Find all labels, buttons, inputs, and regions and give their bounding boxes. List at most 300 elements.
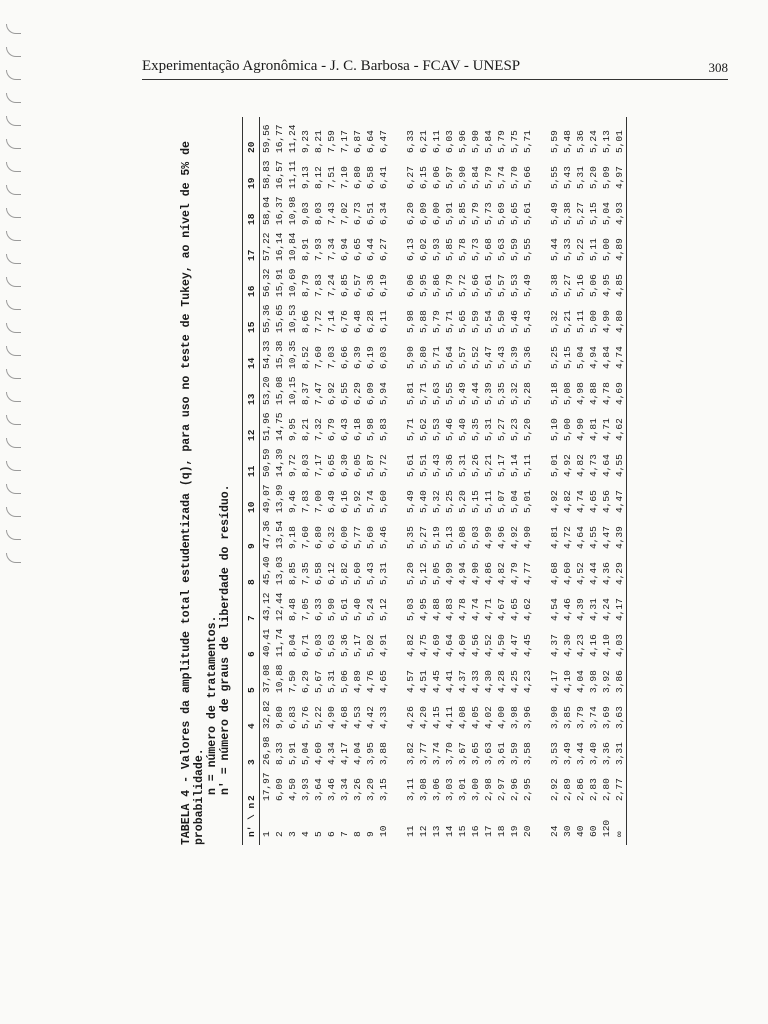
table-cell: 5,36: [522, 346, 533, 369]
table-cell: 5,03: [405, 598, 416, 621]
table-cell: 4,16: [588, 634, 599, 657]
table-cell: 4,04: [352, 742, 363, 765]
table-cell: 5,49: [457, 382, 468, 405]
table-cell: 5,90: [326, 598, 337, 621]
table-cell: 7,72: [313, 310, 324, 333]
table-cell: 4,56: [470, 634, 481, 657]
table-cell: 3,01: [457, 778, 468, 801]
binder-hole: [6, 415, 21, 425]
table-cell: 4,92: [509, 526, 520, 549]
header-rule: [142, 79, 728, 80]
table-cell: 3,26: [352, 778, 363, 801]
rotated-table-sheet: [180, 105, 720, 845]
table-cell: 4,37: [457, 670, 468, 693]
table-cell: 8,91: [300, 238, 311, 261]
table-cell: 5,43: [562, 166, 573, 189]
table-cell: 8,03: [300, 454, 311, 477]
table-cell: 5,46: [378, 526, 389, 549]
table-cell: 6,64: [365, 130, 376, 153]
table-cell: 7,02: [339, 202, 350, 225]
table-cell: 5,40: [352, 598, 363, 621]
table-cell: 3,36: [601, 742, 612, 765]
table-cell: 6,21: [418, 130, 429, 153]
caption-nprime-definition: n' = número de graus de liberdade do resíduo.: [219, 484, 232, 795]
binder-hole: [6, 208, 21, 218]
table-cell: 5,75: [509, 130, 520, 153]
table-cell: 6,41: [378, 166, 389, 189]
table-cell: 6,32: [326, 526, 337, 549]
table-cell: 4,53: [352, 706, 363, 729]
table-cell: 9,18: [287, 526, 298, 549]
table-cell: 5,51: [418, 454, 429, 477]
table-cell: 2,86: [575, 778, 586, 801]
table-cell: 5,31: [457, 454, 468, 477]
table-cell: 4,20: [418, 706, 429, 729]
row-label: 19: [509, 825, 520, 837]
table-cell: 5,01: [613, 117, 627, 153]
table-cell: 6,57: [352, 274, 363, 297]
table-cell: 4,74: [613, 333, 627, 369]
table-cell: 6,03: [378, 346, 389, 369]
table-cell: 5,11: [588, 238, 599, 261]
table-cell: 5,40: [457, 418, 468, 441]
table-cell: 3,82: [405, 742, 416, 765]
table-cell: 6,48: [352, 310, 363, 333]
table-cell: 5,61: [483, 274, 494, 297]
table-cell: 5,32: [549, 310, 560, 333]
table-cell: 4,78: [457, 598, 468, 621]
table-cell: 4,55: [613, 441, 627, 477]
table-cell: 4,81: [588, 418, 599, 441]
table-cell: 17,97: [261, 772, 272, 801]
table-cell: 5,05: [431, 562, 442, 585]
table-cell: 4,02: [483, 706, 494, 729]
table-cell: 4,54: [549, 598, 560, 621]
table-cell: 4,60: [562, 562, 573, 585]
table-cell: 5,71: [444, 310, 455, 333]
table-row: [521, 117, 534, 845]
table-cell: 5,16: [575, 274, 586, 297]
table-cell: 5,90: [457, 166, 468, 189]
table-cell: 6,92: [326, 382, 337, 405]
row-label: 12: [418, 825, 429, 837]
row-label: 5: [313, 831, 324, 837]
table-cell: 6,00: [431, 202, 442, 225]
table-cell: 7,51: [326, 166, 337, 189]
table-row: [574, 117, 587, 845]
table-cell: 2,92: [549, 778, 560, 801]
table-cell: 5,81: [405, 382, 416, 405]
table-cell: 5,12: [418, 562, 429, 585]
table-cell: 10,84: [287, 232, 298, 261]
table-cell: 4,64: [601, 454, 612, 477]
table-cell: 5,15: [562, 346, 573, 369]
table-row: [456, 117, 469, 845]
row-label: 20: [522, 825, 533, 837]
table-cell: 7,93: [313, 238, 324, 261]
binder-hole: [6, 162, 21, 172]
table-cell: 8,12: [313, 166, 324, 189]
table-cell: 5,63: [496, 238, 507, 261]
table-cell: 5,23: [509, 418, 520, 441]
table-cell: 6,06: [405, 274, 416, 297]
table-cell: 4,31: [588, 598, 599, 621]
table-cell: 6,66: [339, 346, 350, 369]
table-cell: 4,65: [588, 490, 599, 513]
table-cell: 6,94: [339, 238, 350, 261]
table-cell: 6,29: [300, 670, 311, 693]
table-row: [443, 117, 456, 845]
table-cell: 5,79: [470, 202, 481, 225]
table-cell: 15,08: [274, 376, 285, 405]
table-cell: 4,90: [601, 310, 612, 333]
table-cell: 13,54: [274, 520, 285, 549]
table-cell: 6,55: [339, 382, 350, 405]
table-cell: 5,61: [405, 454, 416, 477]
table-cell: 4,46: [562, 598, 573, 621]
table-cell: 9,95: [287, 418, 298, 441]
binder-hole: [6, 530, 21, 540]
table-cell: 4,33: [378, 706, 389, 729]
table-cell: 15,38: [274, 340, 285, 369]
table-cell: 5,66: [470, 274, 481, 297]
table-cell: 3,59: [509, 742, 520, 765]
table-cell: 15,65: [274, 304, 285, 333]
table-cell: 3,31: [613, 729, 627, 765]
table-cell: 3,86: [613, 657, 627, 693]
table-cell: 5,27: [496, 418, 507, 441]
column-header: 13: [243, 369, 260, 405]
table-cell: 3,98: [509, 706, 520, 729]
table-cell: 5,11: [522, 454, 533, 477]
table-cell: 4,69: [431, 634, 442, 657]
table-cell: 5,60: [352, 562, 363, 585]
table-cell: 6,80: [313, 526, 324, 549]
table-cell: 3,53: [549, 742, 560, 765]
table-cell: 5,55: [522, 238, 533, 261]
row-label: 30: [562, 825, 573, 837]
table-cell: 4,17: [549, 670, 560, 693]
column-header: 8: [243, 549, 260, 585]
table-cell: 3,90: [549, 706, 560, 729]
table-cell: 6,87: [352, 130, 363, 153]
spacer-cell: [534, 117, 548, 845]
table-cell: 4,28: [496, 670, 507, 693]
table-cell: 2,96: [509, 778, 520, 801]
table-cell: 5,07: [496, 490, 507, 513]
table-cell: 11,11: [287, 160, 298, 189]
table-row: [508, 117, 521, 845]
column-header: 5: [243, 657, 260, 693]
table-cell: 4,90: [522, 526, 533, 549]
table-cell: 4,94: [588, 346, 599, 369]
table-cell: 4,99: [483, 526, 494, 549]
table-cell: 6,11: [378, 310, 389, 333]
table-cell: 5,39: [509, 346, 520, 369]
table-cell: 58,04: [261, 196, 272, 225]
table-cell: 4,65: [378, 670, 389, 693]
table-cell: 5,57: [496, 274, 507, 297]
table-cell: 6,58: [313, 562, 324, 585]
table-cell: 7,00: [313, 490, 324, 513]
table-cell: 4,71: [483, 598, 494, 621]
table-cell: 4,04: [575, 670, 586, 693]
table-cell: 4,42: [365, 706, 376, 729]
table-cell: 3,63: [483, 742, 494, 765]
table-cell: 4,95: [418, 598, 429, 621]
table-cell: 6,19: [365, 346, 376, 369]
table-cell: 4,82: [575, 454, 586, 477]
table-cell: 5,43: [365, 562, 376, 585]
table-cell: 3,77: [418, 742, 429, 765]
table-cell: 3,63: [613, 693, 627, 729]
table-cell: 3,06: [431, 778, 442, 801]
binder-hole: [6, 93, 21, 103]
table-row: [587, 117, 600, 845]
table-cell: 5,90: [470, 130, 481, 153]
table-cell: 5,11: [483, 490, 494, 513]
table-cell: 7,34: [326, 238, 337, 261]
table-cell: 7,14: [326, 310, 337, 333]
row-label: 17: [483, 825, 494, 837]
table-cell: 5,68: [483, 238, 494, 261]
table-cell: 5,82: [339, 562, 350, 585]
table-cell: 5,97: [444, 166, 455, 189]
table-cell: 5,96: [457, 130, 468, 153]
table-cell: 47,36: [261, 520, 272, 549]
table-cell: 5,49: [549, 202, 560, 225]
column-header: 2: [243, 765, 260, 801]
column-header: 19: [243, 153, 260, 189]
column-header: 20: [243, 117, 260, 153]
table-cell: 5,71: [405, 418, 416, 441]
table-cell: 3,15: [378, 778, 389, 801]
table-cell: 5,85: [444, 238, 455, 261]
table-cell: 6,44: [365, 238, 376, 261]
table-cell: 4,89: [613, 225, 627, 261]
table-cell: 8,85: [287, 562, 298, 585]
table-cell: 3,08: [418, 778, 429, 801]
table-cell: 5,31: [483, 418, 494, 441]
table-cell: 54,33: [261, 340, 272, 369]
table-cell: 6,33: [405, 130, 416, 153]
table-cell: 5,13: [601, 130, 612, 153]
table-row: [561, 117, 574, 845]
table-cell: 6,06: [431, 166, 442, 189]
table-cell: 5,53: [509, 274, 520, 297]
table-cell: 5,27: [575, 202, 586, 225]
table-cell: 5,01: [549, 454, 560, 477]
table-cell: 6,27: [378, 238, 389, 261]
table-cell: 5,21: [562, 310, 573, 333]
table-cell: 51,96: [261, 412, 272, 441]
table-cell: 5,65: [457, 310, 468, 333]
table-cell: 4,67: [496, 598, 507, 621]
table-cell: 4,30: [483, 670, 494, 693]
table-row: [273, 117, 286, 845]
table-cell: 7,32: [313, 418, 324, 441]
table-cell: 6,02: [418, 238, 429, 261]
table-cell: 5,70: [509, 166, 520, 189]
column-header: 15: [243, 297, 260, 333]
table-cell: 4,82: [496, 562, 507, 585]
table-cell: 57,22: [261, 232, 272, 261]
table-cell: 3,61: [496, 742, 507, 765]
table-row: [364, 117, 377, 845]
column-header: 11: [243, 441, 260, 477]
table-cell: 7,10: [339, 166, 350, 189]
row-label: 24: [549, 825, 560, 837]
table-cell: 6,28: [365, 310, 376, 333]
table-cell: 5,11: [575, 310, 586, 333]
table-cell: 32,82: [261, 700, 272, 729]
table-cell: 9,23: [300, 130, 311, 153]
table-cell: 6,49: [326, 490, 337, 513]
table-cell: 5,55: [444, 382, 455, 405]
table-cell: 5,98: [405, 310, 416, 333]
table-cell: 4,91: [378, 634, 389, 657]
table-cell: 4,24: [601, 598, 612, 621]
table-row: [417, 117, 430, 845]
binder-hole: [6, 438, 21, 448]
table-cell: 5,53: [431, 418, 442, 441]
table-cell: 4,50: [496, 634, 507, 657]
table-cell: 6,15: [418, 166, 429, 189]
table-cell: 16,14: [274, 232, 285, 261]
row-label: 16: [470, 825, 481, 837]
row-label: 15: [457, 825, 468, 837]
table-cell: 4,17: [613, 585, 627, 621]
binder-hole: [6, 24, 21, 34]
table-row: [548, 117, 561, 845]
table-cell: 5,31: [575, 166, 586, 189]
binder-hole: [6, 70, 21, 80]
table-cell: 50,59: [261, 448, 272, 477]
table-body: [260, 117, 627, 845]
table-cell: 6,13: [405, 238, 416, 261]
table-row: [286, 117, 299, 845]
table-cell: 4,25: [509, 670, 520, 693]
table-row: [404, 117, 417, 845]
table-cell: 4,97: [613, 153, 627, 189]
table-cell: 5,35: [405, 526, 416, 549]
table-cell: 2,80: [601, 778, 612, 801]
table-cell: 4,51: [418, 670, 429, 693]
table-cell: 5,55: [549, 166, 560, 189]
table-cell: 3,20: [365, 778, 376, 801]
table-cell: 53,20: [261, 376, 272, 405]
table-cell: 5,00: [588, 310, 599, 333]
table-row: [613, 117, 627, 845]
row-label: 7: [339, 831, 350, 837]
table-cell: 6,76: [339, 310, 350, 333]
table-cell: 5,72: [457, 274, 468, 297]
table-cell: 7,47: [313, 382, 324, 405]
table-cell: 5,31: [326, 670, 337, 693]
table-row: [351, 117, 364, 845]
table-cell: 5,38: [562, 202, 573, 225]
table-cell: 4,90: [326, 706, 337, 729]
table-cell: 6,43: [339, 418, 350, 441]
table-cell: 6,16: [339, 490, 350, 513]
table-cell: 3,85: [562, 706, 573, 729]
table-cell: 5,04: [575, 346, 586, 369]
table-cell: 4,37: [549, 634, 560, 657]
table-cell: 5,76: [300, 706, 311, 729]
table-cell: 58,83: [261, 160, 272, 189]
table-cell: 37,08: [261, 664, 272, 693]
table-cell: 5,21: [483, 454, 494, 477]
table-cell: 4,47: [601, 526, 612, 549]
table-cell: 5,60: [365, 526, 376, 549]
table-cell: 4,05: [470, 706, 481, 729]
table-cell: 7,17: [313, 454, 324, 477]
table-cell: 8,21: [300, 418, 311, 441]
corner-label: n' \ n: [243, 801, 260, 845]
column-header: 12: [243, 405, 260, 441]
page-number: 308: [708, 60, 728, 75]
row-label: 6: [326, 831, 337, 837]
table-cell: 3,93: [300, 778, 311, 801]
table-cell: 4,79: [509, 562, 520, 585]
row-label: 10: [378, 825, 389, 837]
table-cell: 8,66: [300, 310, 311, 333]
row-label: 18: [496, 825, 507, 837]
table-cell: 5,20: [457, 490, 468, 513]
table-cell: 5,04: [509, 490, 520, 513]
spacer-cell: [390, 117, 404, 845]
table-cell: 4,74: [575, 490, 586, 513]
table-cell: 5,39: [483, 382, 494, 405]
table-cell: 5,27: [418, 526, 429, 549]
table-cell: 5,17: [496, 454, 507, 477]
table-cell: 4,85: [613, 261, 627, 297]
table-cell: 4,47: [509, 634, 520, 657]
table-cell: 3,49: [562, 742, 573, 765]
table-cell: 5,78: [457, 238, 468, 261]
table-cell: 10,88: [274, 664, 285, 693]
table-cell: 3,95: [365, 742, 376, 765]
column-header: 7: [243, 585, 260, 621]
table-cell: 4,41: [444, 670, 455, 693]
table-cell: 7,59: [326, 130, 337, 153]
row-label: 120: [601, 819, 612, 837]
table-cell: 4,92: [562, 454, 573, 477]
table-cell: 6,27: [405, 166, 416, 189]
table-cell: 6,58: [365, 166, 376, 189]
table-cell: 3,79: [575, 706, 586, 729]
table-cell: 10,15: [287, 376, 298, 405]
table-cell: 6,12: [326, 562, 337, 585]
binder-hole: [6, 139, 21, 149]
table-cell: 15,91: [274, 268, 285, 297]
table-cell: 5,48: [562, 130, 573, 153]
table-cell: 3,67: [457, 742, 468, 765]
table-cell: 5,65: [509, 202, 520, 225]
table-cell: 5,77: [352, 526, 363, 549]
table-cell: 5,47: [483, 346, 494, 369]
table-row: [482, 117, 495, 845]
column-header: 3: [243, 729, 260, 765]
table-cell: 3,34: [339, 778, 350, 801]
table-cell: 4,81: [549, 526, 560, 549]
binder-hole: [6, 277, 21, 287]
table-cell: 4,36: [601, 562, 612, 585]
table-cell: 5,71: [418, 382, 429, 405]
table-cell: 4,83: [444, 598, 455, 621]
table-row: [600, 117, 613, 845]
table-cell: 5,08: [457, 526, 468, 549]
